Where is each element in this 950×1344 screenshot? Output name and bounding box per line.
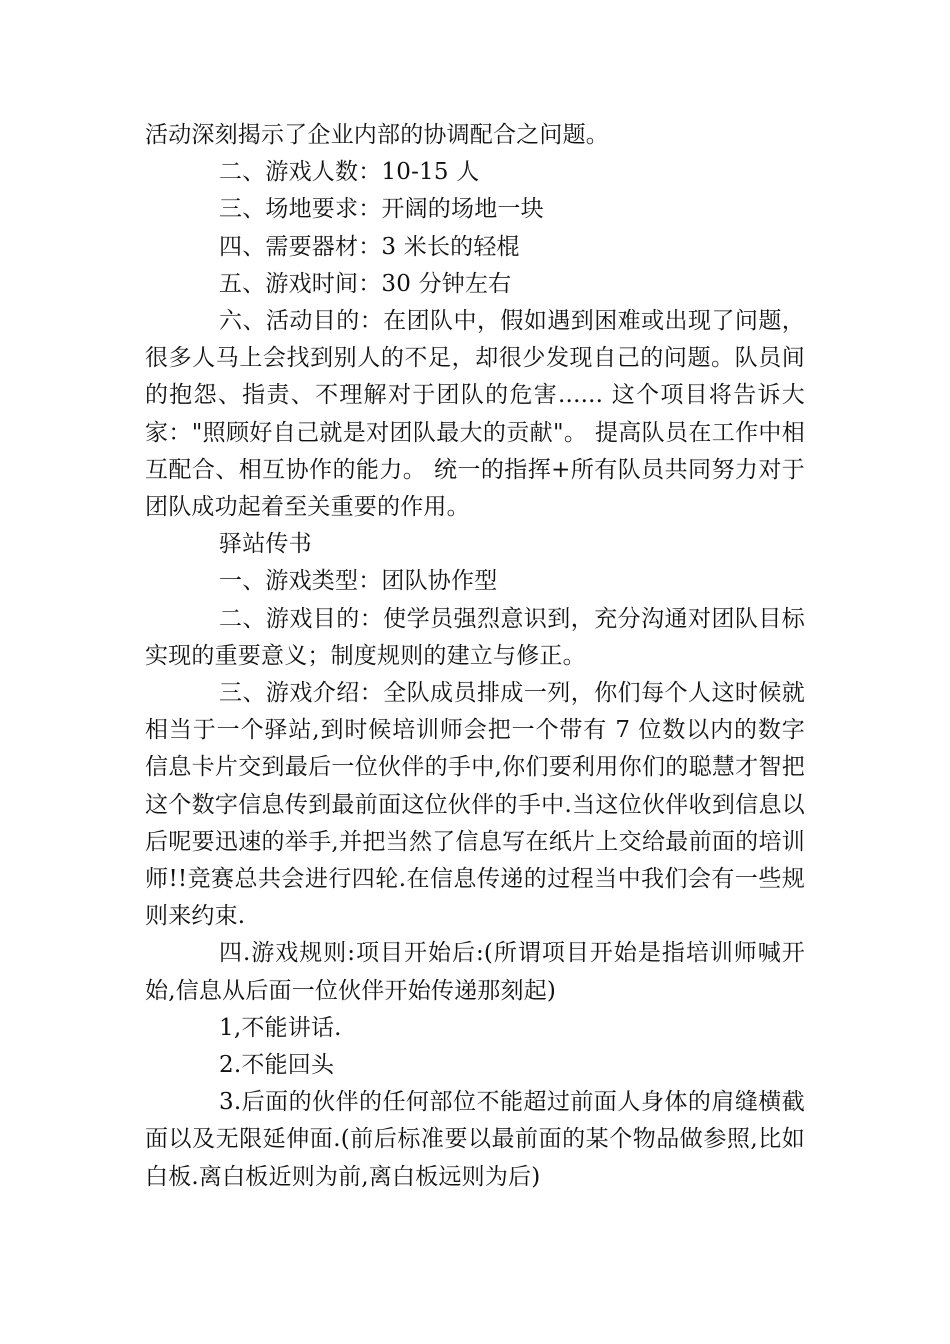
paragraph: 三、场地要求：开阔的场地一块	[219, 196, 544, 223]
list-item: 2.不能回头	[219, 1052, 335, 1079]
section-heading: 驿站传书	[219, 531, 312, 558]
paragraph: 一、游戏类型：团队协作型	[219, 568, 498, 595]
paragraph: 四、需要器材：3 米长的轻棍	[219, 233, 520, 260]
document-body	[145, 117, 805, 1196]
paragraph: 四.游戏规则:项目开始后:(所谓项目开始是指培训师喊开始,信息从后面一位伙伴开始传递那刻起)	[145, 940, 805, 1004]
paragraph: 三、游戏介绍：全队成员排成一列，你们每个人这时候就相当于一个驿站,到时候培训师会把一个带有 7 位数以内的数字信息卡片交到最后一位伙伴的手中,你们要利用你们的聪慧才智把这个数字信息传到最前面这位伙伴的手中.当这位伙伴收到信息以后呢要迅速的举手,并把当然了信息写在纸片上交给最前面的培训师!!竞赛总共会进行四轮.在信息传递的过程当中我们会有一些规则来约束.	[145, 680, 805, 930]
paragraph: 六、活动目的：在团队中，假如遇到困难或出现了问题，很多人马上会找到别人的不足，却很少发现自己的问题。队员间的抱怨、指责、不理解对于团队的危害...... 这个项目将告诉大家："照顾好自己就是对团队最大的贡献"。 提高队员在工作中相互配合、相互协作的能力。 统一的指挥+所有队员共同努力对于团队成功起着至关重要的作用。	[145, 308, 805, 521]
paragraph: 活动深刻揭示了企业内部的协调配合之问题。	[145, 122, 609, 148]
paragraph: 二、游戏目的：使学员强烈意识到，充分沟通对团队目标实现的重要意义；制度规则的建立与修正。	[145, 605, 805, 669]
paragraph: 五、游戏时间：30 分钟左右	[219, 270, 512, 297]
paragraph: 二、游戏人数：10-15 人	[219, 159, 480, 186]
list-item: 1,不能讲话.	[219, 1014, 342, 1041]
list-item: 3.后面的伙伴的任何部位不能超过前面人身体的肩缝横截面以及无限延伸面.(前后标准要以最前面的某个物品做参照,比如白板.离白板近则为前,离白板远则为后)	[145, 1089, 805, 1190]
